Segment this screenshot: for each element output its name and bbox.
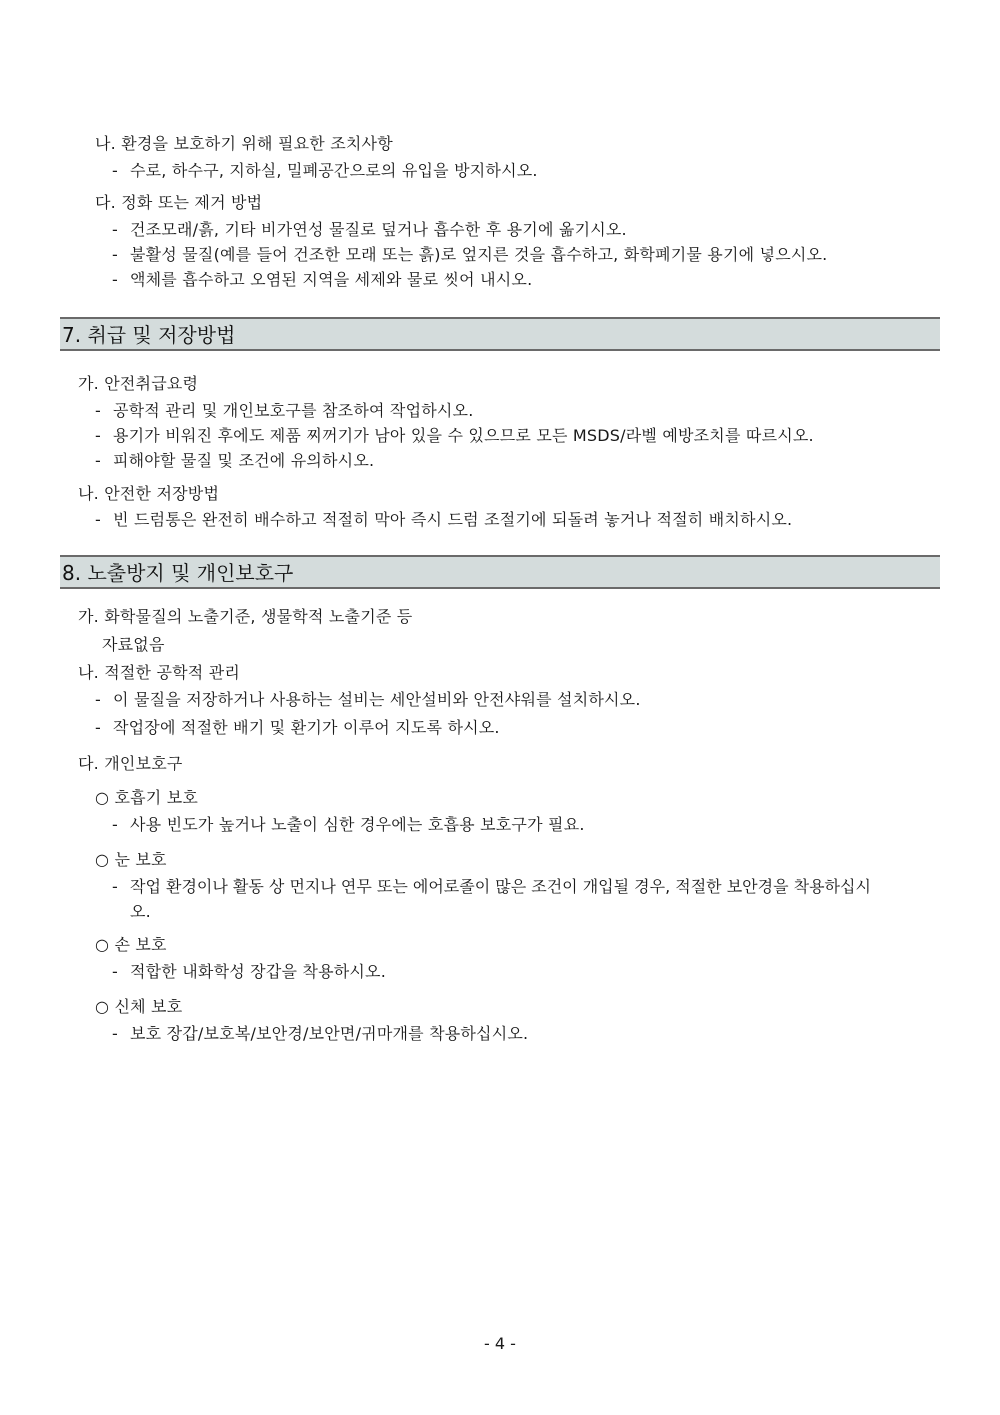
page-number: - 4 -	[484, 1334, 516, 1353]
s6-da-title: 다. 정화 또는 제거 방법	[95, 193, 263, 212]
s8-na-item-1	[95, 689, 641, 711]
s7-ga-item-3	[95, 450, 374, 472]
s8-ga-value: 자료없음	[102, 635, 165, 654]
item-text: 작업장에 적절한 배기 및 환기가 이루어 지도록 하시오.	[113, 718, 500, 737]
bullet-dash: -	[112, 245, 118, 264]
s8-eye-title: ○ 눈 보호	[95, 850, 167, 869]
item-text: 건조모래/흙, 기타 비가연성 물질로 덮거나 흡수한 후 용기에 옮기시오.	[130, 220, 627, 239]
item-text: 작업 환경이나 활동 상 먼지나 연무 또는 에어로졸이 많은 조건이 개입될 경우, 적절한 보안경을 착용하십시	[130, 877, 871, 896]
bullet-dash: -	[95, 690, 101, 709]
s7-ga-item-2	[95, 425, 814, 447]
section-8-header	[60, 555, 940, 589]
bullet-dash: -	[112, 877, 118, 896]
item-text: 빈 드럼통은 완전히 배수하고 적절히 막아 즉시 드럼 조절기에 되돌려 놓거나 적절히 배치하시오.	[113, 510, 793, 529]
s8-body-title: ○ 신체 보호	[95, 997, 183, 1016]
s7-ga-item-1	[95, 400, 474, 422]
s8-hand-title: ○ 손 보호	[95, 935, 167, 954]
bullet-dash: -	[95, 451, 101, 470]
bullet-dash: -	[112, 220, 118, 239]
bullet-dash: -	[112, 1024, 118, 1043]
s8-hand-item	[112, 961, 386, 983]
bullet-dash: -	[112, 815, 118, 834]
s6-da-item-2	[112, 244, 827, 266]
item-text: 피해야할 물질 및 조건에 유의하시오.	[113, 451, 375, 470]
s6-da-item-3	[112, 269, 532, 291]
s7-ga-title: 가. 안전취급요령	[78, 374, 199, 393]
bullet-dash: -	[95, 426, 101, 445]
s7-na-title: 나. 안전한 저장방법	[78, 484, 220, 503]
item-text: 보호 장갑/보호복/보안경/보안면/귀마개를 착용하십시오.	[130, 1024, 529, 1043]
bullet-dash: -	[112, 270, 118, 289]
section-7-title: 7. 취급 및 저장방법	[62, 323, 236, 347]
item-text: 사용 빈도가 높거나 노출이 심한 경우에는 호흡용 보호구가 필요.	[130, 815, 585, 834]
s8-da-title: 다. 개인보호구	[78, 754, 183, 773]
bullet-dash: -	[95, 401, 101, 420]
s8-ga-title: 가. 화학물질의 노출기준, 생물학적 노출기준 등	[78, 607, 413, 626]
item-text: 적합한 내화학성 장갑을 착용하시오.	[130, 962, 386, 981]
bullet-dash: -	[95, 718, 101, 737]
s6-da-item-1	[112, 219, 627, 241]
item-text: 공학적 관리 및 개인보호구를 참조하여 작업하시오.	[113, 401, 474, 420]
s8-na-title: 나. 적절한 공학적 관리	[78, 663, 241, 682]
s8-resp-item	[112, 814, 585, 836]
item-text: 이 물질을 저장하거나 사용하는 설비는 세안설비와 안전샤워를 설치하시오.	[113, 690, 641, 709]
bullet-dash: -	[95, 510, 101, 529]
section-7-header	[60, 317, 940, 351]
bullet-dash: -	[112, 962, 118, 981]
s8-na-item-2	[95, 717, 500, 739]
item-text: 액체를 흡수하고 오염된 지역을 세제와 물로 씻어 내시오.	[130, 270, 533, 289]
s8-body-item	[112, 1023, 528, 1045]
s7-na-item-1	[95, 509, 792, 531]
s8-eye-item-cont: 오.	[130, 902, 151, 921]
s8-resp-title: ○ 호흡기 보호	[95, 788, 199, 807]
section-8-title: 8. 노출방지 및 개인보호구	[62, 561, 294, 585]
item-text: 수로, 하수구, 지하실, 밀폐공간으로의 유입을 방지하시오.	[130, 161, 538, 180]
bullet-dash: -	[112, 161, 118, 180]
item-text: 불활성 물질(예를 들어 건조한 모래 또는 흙)로 엎지른 것을 흡수하고, 화학폐기물 용기에 넣으시오.	[130, 245, 828, 264]
s6-na-title: 나. 환경을 보호하기 위해 필요한 조치사항	[95, 134, 393, 153]
item-text: 용기가 비워진 후에도 제품 찌꺼기가 남아 있을 수 있으므로 모든 MSDS/라벨 예방조치를 따르시오.	[113, 426, 814, 445]
s8-eye-item	[112, 876, 871, 898]
s6-na-item-1	[112, 160, 538, 182]
